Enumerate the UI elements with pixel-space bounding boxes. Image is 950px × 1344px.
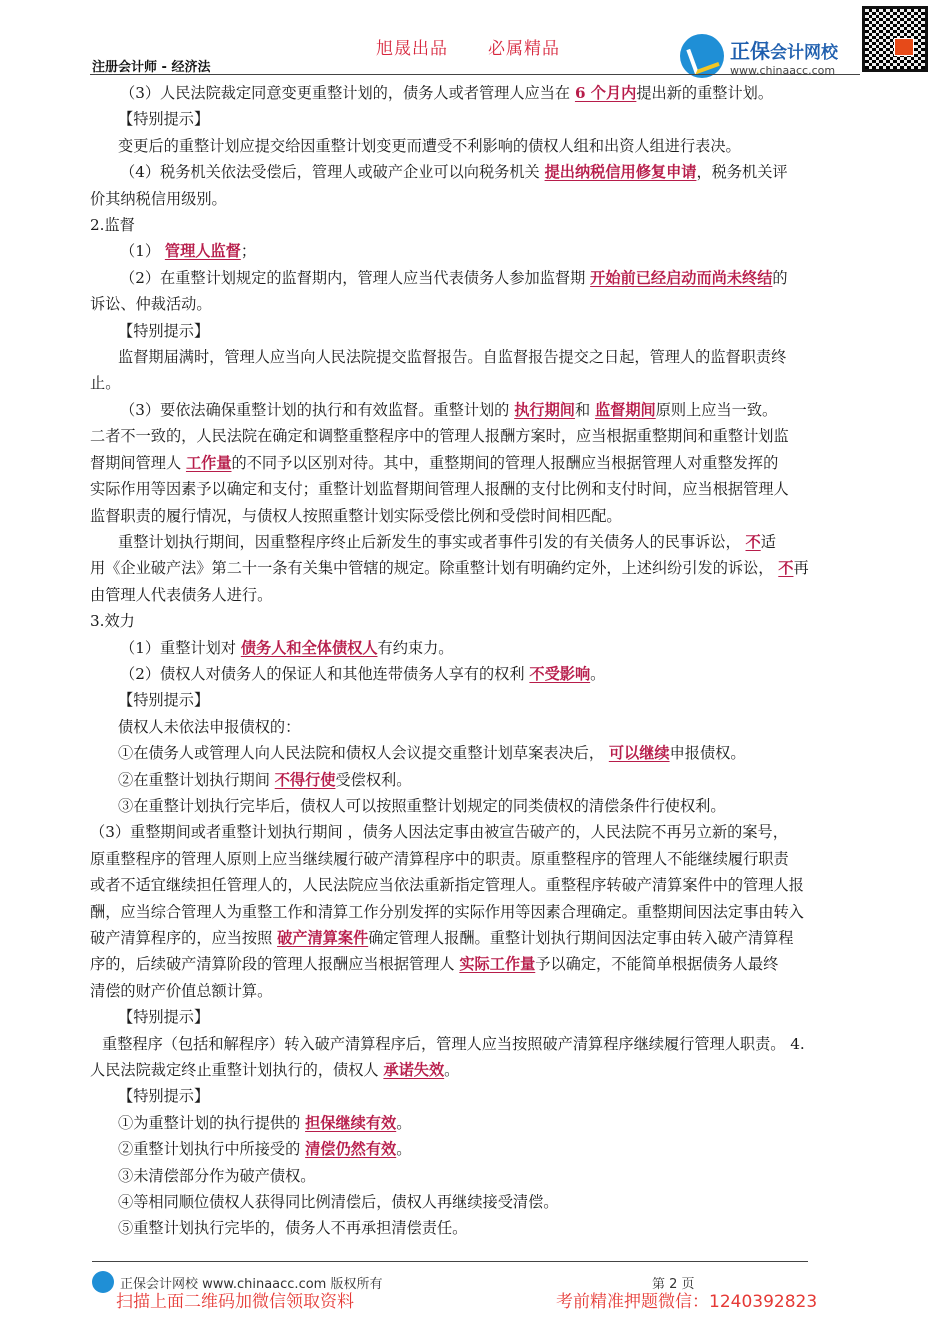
answer-blank: 不: [778, 559, 794, 578]
answer-blank: 不得行使: [274, 770, 336, 789]
paragraph-line: ②重整计划执行中所接受的 清偿仍然有效。: [118, 1140, 412, 1159]
paragraph-line: 变更后的重整计划应提交给因重整计划变更而遭受不利影响的债权人组和出资人组进行表决。: [118, 136, 741, 155]
logo-url: www.chinaacc.com: [730, 64, 836, 77]
paragraph-line: 诉讼、仲裁活动。: [90, 295, 212, 314]
special-tip-heading: 【特别提示】: [118, 691, 210, 710]
section-heading: 3.效力: [90, 612, 135, 631]
special-tip-heading: 【特别提示】: [118, 110, 210, 129]
header-divider: [90, 74, 860, 75]
document-body: [90, 80, 870, 1242]
paragraph-line: 序的，后续破产清算阶段的管理人报酬应当根据管理人 实际工作量予以确定，不能简单根据债务人最终: [90, 955, 779, 974]
brand-left: 旭晟出品: [376, 39, 448, 59]
answer-blank: 监督期间: [594, 400, 656, 419]
paragraph-line: 止。: [90, 374, 121, 393]
section-heading: 2.监督: [90, 216, 135, 235]
chinaacc-logo[interactable]: [680, 34, 838, 78]
logo-name-sub: 会计网校: [770, 43, 838, 63]
answer-blank: 工作量: [185, 453, 232, 472]
paragraph-line: ①为重整计划的执行提供的 担保继续有效。: [118, 1113, 412, 1132]
paragraph-line: 重整程序（包括和解程序）转入破产清算程序后，管理人应当按照破产清算程序继续履行管理人职责。 4.: [102, 1034, 805, 1053]
footer-promo-right: 考前精准押题微信：1240392823: [556, 1292, 818, 1312]
page-number: 第 2 页: [652, 1277, 695, 1292]
paragraph-line: （3）重整期间或者重整计划执行期间 ，债务人因法定事由被宣告破产的，人民法院不再另立新的案号，: [90, 823, 788, 842]
answer-blank: 清偿仍然有效: [305, 1140, 397, 1159]
brand-right: 必属精品: [488, 39, 560, 59]
paragraph-line: 监督期届满时，管理人应当向人民法院提交监督报告。自监督报告提交之日起，管理人的监督职责终: [118, 348, 787, 367]
paragraph-line: 原重整程序的管理人原则上应当继续履行破产清算程序中的职责。原重整程序的管理人不能继续履行职责: [90, 849, 789, 868]
answer-blank: 债务人和全体债权人: [240, 638, 378, 657]
paragraph-line: 监督职责的履行情况，与债权人按照重整计划实际受偿比例和受偿时间相匹配。: [90, 506, 622, 525]
special-tip-heading: 【特别提示】: [118, 321, 210, 340]
footer-promo-left: 扫描上面二维码加微信领取资料: [116, 1292, 354, 1312]
paragraph-line: 用《企业破产法》第二十一条有关集中管辖的规定。除重整计划有明确约定外，上述纠纷引发的诉讼， 不再: [90, 559, 809, 578]
paragraph-line: ①在债务人或管理人向人民法院和债权人会议提交重整计划草案表决后， 可以继续申报债权。: [118, 744, 746, 763]
qr-badge-icon: [894, 38, 914, 56]
special-tip-heading: 【特别提示】: [118, 1008, 210, 1027]
logo-icon: [680, 34, 724, 78]
paragraph-line: （3）人民法院裁定同意变更重整计划的，债务人或者管理人应当在 6 个月内提出新的重整计划。: [120, 84, 774, 102]
paragraph-line: （2）在重整计划规定的监督期内，管理人应当代表债务人参加监督期 开始前已经启动而尚未终结的: [120, 268, 788, 287]
paragraph-line: （1） 管理人监督；: [120, 242, 256, 261]
paragraph-line: （1）重整计划对 债务人和全体债权人有约束力。: [120, 638, 454, 657]
paragraph-line: ⑤重整计划执行完毕的，债务人不再承担清偿责任。: [118, 1219, 468, 1238]
paragraph-line: 重整计划执行期间，因重整程序终止后新发生的事实或者事件引发的有关债务人的民事诉讼， 不适: [118, 532, 776, 551]
answer-blank: 可以继续: [608, 744, 670, 763]
paragraph-line: （3）要依法确保重整计划的执行和有效监督。重整计划的 执行期间和 监督期间原则上应当一致。: [120, 400, 778, 419]
logo-name-main: 正保: [730, 39, 770, 63]
answer-blank: 开始前已经启动而尚未终结: [590, 268, 773, 287]
course-title: 注册会计师 - 经济法: [92, 60, 211, 75]
footer-logo-icon: [92, 1271, 114, 1293]
paragraph-line: 酬，应当综合管理人为重整工作和清算工作分别发挥的实际作用等因素合理确定。重整期间因法定事由转入: [90, 902, 804, 921]
paragraph-line: （4）税务机关依法受偿后，管理人或破产企业可以向税务机关 提出纳税信用修复申请，税务机关评: [120, 163, 788, 182]
paragraph-line: 实际作用等因素予以确定和支付；重整计划监督期间管理人报酬的支付比例和支付时间，应当根据管理人: [90, 480, 789, 499]
paragraph-line: ③未清偿部分作为破产债权。: [118, 1166, 316, 1185]
paragraph-line: ③在重整计划执行完毕后，债权人可以按照重整计划规定的同类债权的清偿条件行使权利。: [118, 796, 726, 815]
answer-blank: 管理人监督: [164, 242, 241, 261]
answer-blank: 破产清算案件: [277, 929, 369, 947]
paragraph-line: 人民法院裁定终止重整计划执行的，债权人 承诺失效。: [90, 1061, 460, 1080]
answer-blank: 实际工作量: [459, 955, 536, 974]
footer-divider: [92, 1261, 808, 1262]
answer-blank: 6 个月内: [574, 84, 637, 102]
paragraph-line: 债权人未依法申报债权的：: [118, 717, 301, 736]
answer-blank: 提出纳税信用修复申请: [544, 163, 697, 182]
paragraph-line: 督期间管理人 工作量的不同予以区别对待。其中，重整期间的管理人报酬应当根据管理人对重整发挥的: [90, 453, 779, 472]
special-tip-heading: 【特别提示】: [118, 1087, 210, 1106]
paragraph-line: 破产清算程序的，应当按照 破产清算案件确定管理人报酬。重整计划执行期间因法定事由转入破产清算程: [90, 929, 794, 947]
paragraph-line: 或者不适宜继续担任管理人的，人民法院应当依法重新指定管理人。重整程序转破产清算案件中的管理人报: [90, 876, 804, 895]
answer-blank: 执行期间: [514, 400, 575, 419]
paragraph-line: ④等相同顺位债权人获得同比例清偿后，债权人再继续接受清偿。: [118, 1193, 559, 1212]
header-brand: [376, 34, 600, 59]
paragraph-line: （2）债权人对债务人的保证人和其他连带债务人享有的权利 不受影响。: [120, 664, 606, 683]
paragraph-line: 清偿的财产价值总额计算。: [90, 981, 273, 1000]
answer-blank: 担保继续有效: [305, 1113, 397, 1132]
footer-copyright: 正保会计网校 www.chinaacc.com 版权所有: [120, 1277, 383, 1292]
paragraph-line: 二者不一致的，人民法院在确定和调整重整程序中的管理人报酬方案时，应当根据重整期间和重整计划监: [90, 427, 789, 446]
paragraph-line: 价其纳税信用级别。: [90, 189, 227, 208]
paragraph-line: 由管理人代表债务人进行。: [90, 585, 273, 604]
answer-blank: 不: [745, 532, 761, 551]
paragraph-line: ②在重整计划执行期间 不得行使受偿权利。: [118, 770, 412, 789]
answer-blank: 不受影响: [529, 664, 591, 683]
answer-blank: 承诺失效: [383, 1061, 445, 1080]
